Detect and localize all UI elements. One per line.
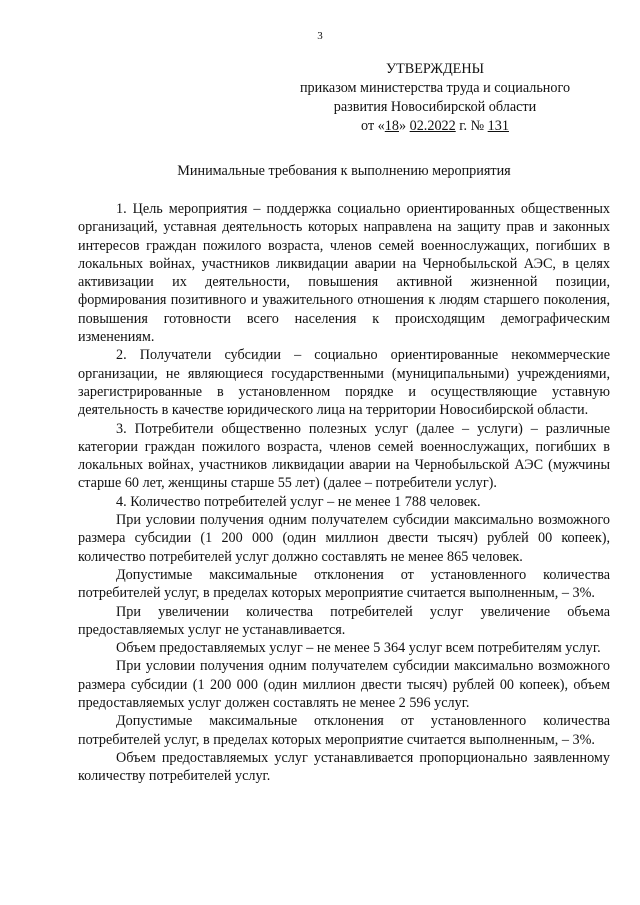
paragraph-4: 4. Количество потребителей услуг – не менее 1 788 человек. xyxy=(116,493,481,510)
approval-block xyxy=(290,60,580,136)
approval-date-line xyxy=(290,117,580,136)
document-body xyxy=(78,200,610,786)
date-suffix: г. № xyxy=(455,118,488,134)
paragraph-5: При условии получения одним получателем субсидии максимально возможного размера субсидии (1 200 000 (один миллион двести тысяч) рублей 00 копеек), количество потребителей услуг должно составлять не менее 865 человек. xyxy=(78,512,610,565)
approval-order-line: приказом министерства труда и социального xyxy=(299,80,571,96)
date-mid: » xyxy=(398,118,410,134)
order-number: 131 xyxy=(487,118,509,134)
paragraph-1: 1. Цель мероприятия – поддержка социально ориентированных общественных организаций, уставная деятельность которых направлена на защиту прав и законных интересов граждан пожилого возраста, членов семей военнослужащих, погибших в локальных войнах, участников ликвидации аварии на Чернобыльской АЭС, в целях активизации их деятельности, повышения активной жизненной позиции, формирования позитивного и уважительного отношения к людям старшего поколения, повышения готовности всего населения к происходящим демографическим изменениям. xyxy=(78,201,610,346)
paragraph-6: Допустимые максимальные отклонения от установленного количества потребителей услуг, в пределах которых мероприятие считается выполненным, – 3%. xyxy=(78,566,610,602)
paragraph-7: При увеличении количества потребителей услуг увеличение объема предоставляемых услуг не устанавливается. xyxy=(78,603,610,638)
date-prefix: от « xyxy=(361,118,385,134)
date-month-year: 02.2022 xyxy=(409,118,456,134)
paragraph-3: 3. Потребители общественно полезных услуг (далее – услуги) – различные категории граждан пожилого возраста, членов семей военнослужащих, погибших в локальных войнах, участников ликвидации аварии на Чернобыльской АЭС (мужчины старше 60 лет, женщины старше 55 лет) (далее – потребители услуг). xyxy=(78,420,610,492)
approval-region-line: развития Новосибирской области xyxy=(333,99,537,115)
page-number: 3 xyxy=(317,30,323,42)
paragraph-9: При условии получения одним получателем субсидии максимально возможного размера субсидии (1 200 000 (один миллион двести тысяч) рублей 00 копеек), объем предоставляемых услуг должен составлять не менее 2 596 услуг. xyxy=(78,658,610,712)
document-title: Минимальные требования к выполнению мероприятия xyxy=(177,163,511,179)
paragraph-8: Объем предоставляемых услуг – не менее 5 364 услуг всем потребителям услуг. xyxy=(116,640,601,657)
approval-heading: УТВЕРЖДЕНЫ xyxy=(386,61,484,77)
paragraph-2: 2. Получатели субсидии – социально ориентированные некоммерческие организации, не являющиеся государственными (муниципальными) учреждениями, зарегистрированные в установленном порядке и осуществляющие уставную деятельность в качестве юридического лица на территории Новосибирской области. xyxy=(78,347,610,419)
paragraph-11: Объем предоставляемых услуг устанавливается пропорционально заявленному количеству потребителей услуг. xyxy=(78,749,610,785)
date-day: 18 xyxy=(384,118,399,134)
paragraph-10: Допустимые максимальные отклонения от установленного количества потребителей услуг, в пределах которых мероприятие считается выполненным, – 3%. xyxy=(78,713,610,748)
